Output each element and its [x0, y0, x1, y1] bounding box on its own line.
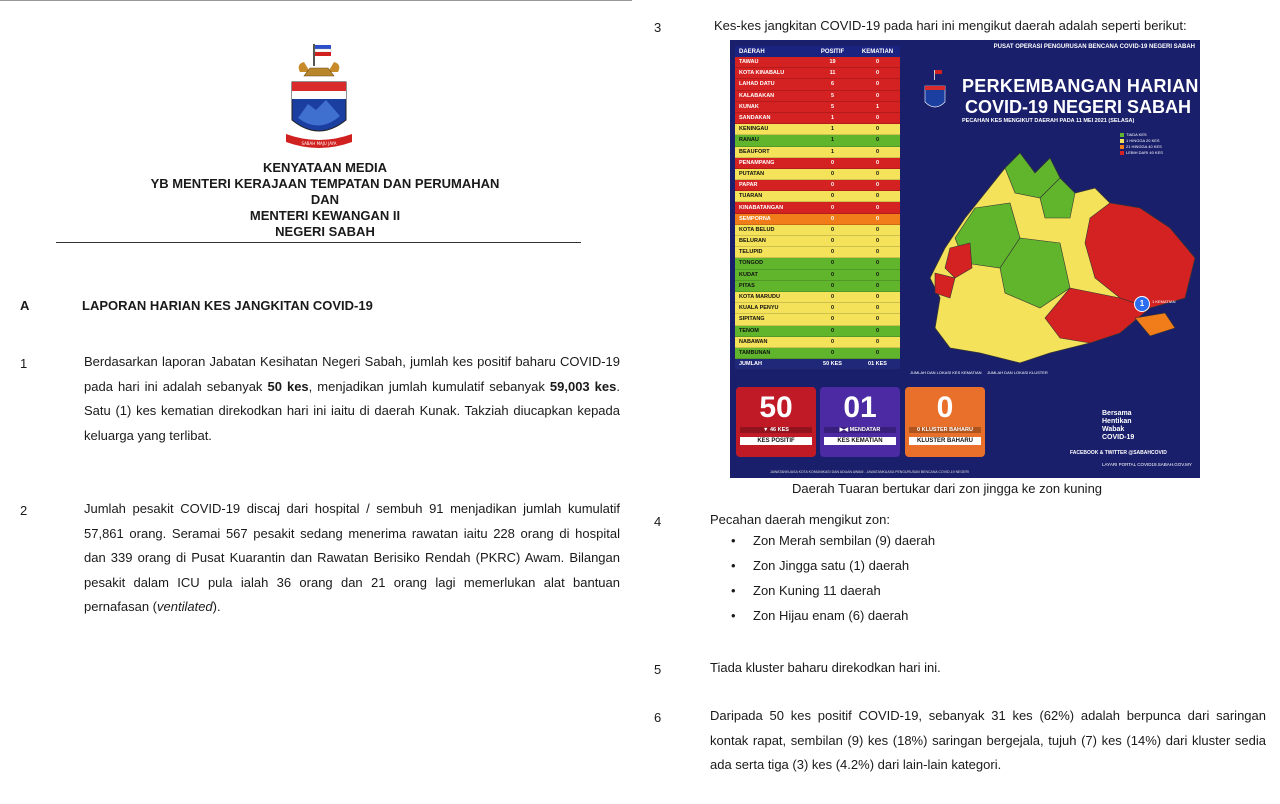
cell-district: BEAUFORT: [739, 148, 770, 155]
table-row: [735, 124, 900, 135]
table-row: [735, 225, 900, 236]
stat-new-clusters: 0 0 KLUSTER BAHARU KLUSTER BAHARU: [905, 387, 985, 457]
table-row: [735, 102, 900, 113]
paragraph-6: Daripada 50 kes positif COVID-19, sebanyak 31 kes (62%) adalah berpunca dari saringan kontak rapat, sembilan (9) kes (18%) saringan bergejala, tujuh (7) kes (14%) dari kluster sedia ada serta tiga (3) kes (4.2%) dari lain-lain kategori.: [710, 708, 1266, 772]
cell-district: NABAWAN: [739, 338, 768, 345]
press-release-header: [100, 160, 550, 240]
map-legend-deaths: JUMLAH DAN LOKASI KES KEMATIAN: [910, 370, 982, 375]
cell-deaths: 0: [875, 226, 880, 233]
cell-positive: 0: [830, 271, 835, 278]
table-row: [735, 292, 900, 303]
sabah-zone-map: [910, 148, 1200, 368]
cell-deaths: 0: [875, 92, 880, 99]
section-letter: A: [20, 298, 30, 313]
cell-positive: 1: [830, 126, 835, 133]
svg-text:SABAH MAJU JAYA: SABAH MAJU JAYA: [301, 141, 337, 146]
cell-deaths: 1: [875, 103, 880, 110]
cell-deaths: 0: [875, 204, 880, 211]
paragraph-4: Pecahan daerah mengikut zon:: [710, 512, 890, 527]
cell-district: KUDAT: [739, 271, 758, 278]
paragraph-number-6: 6: [654, 710, 662, 725]
cell-district: TENOM: [739, 327, 759, 334]
table-row: [735, 135, 900, 146]
portal-link: LAYARI PORTAL COVID19.SABAH.GOV.MY: [1102, 462, 1192, 467]
cell-district: KOTA KINABALU: [739, 70, 785, 77]
table-row: [735, 314, 900, 325]
cell-district: KOTA BELUD: [739, 226, 775, 233]
cell-deaths: 0: [875, 115, 880, 122]
cell-deaths: 0: [875, 148, 880, 155]
cell-district: BELURAN: [739, 238, 766, 245]
table-row: [735, 91, 900, 102]
table-row: [735, 191, 900, 202]
cell-district: PENAMPANG: [739, 159, 775, 166]
cell-deaths: 0: [875, 327, 880, 334]
cell-deaths: 0: [875, 182, 880, 189]
paragraph-number-2: 2: [20, 503, 28, 518]
table-row: [735, 113, 900, 124]
infographic-agency: PUSAT OPERASI PENGURUSAN BENCANA COVID-19 NEGERI SABAH: [993, 44, 1195, 50]
cell-deaths: 0: [875, 305, 880, 312]
cell-positive: 5: [830, 103, 835, 110]
table-body: [735, 57, 900, 359]
cell-positive: 0: [830, 182, 835, 189]
section-title: LAPORAN HARIAN KES JANGKITAN COVID-19: [82, 298, 373, 313]
table-row: [735, 303, 900, 314]
cell-district: SANDAKAN: [739, 115, 771, 122]
cell-deaths: 0: [875, 249, 880, 256]
infographic-title-1: PERKEMBANGAN HARIAN: [962, 76, 1199, 96]
cell-positive: 0: [830, 316, 835, 323]
table-row: [735, 281, 900, 292]
header-line-3: DAN: [310, 192, 340, 207]
map-legend: [910, 370, 1048, 375]
cell-positive: 0: [830, 193, 835, 200]
cell-deaths: 0: [875, 137, 880, 144]
paragraph-5: Tiada kluster baharu direkodkan hari ini.: [710, 660, 941, 675]
cell-positive: 0: [830, 204, 835, 211]
cell-positive: 0: [830, 249, 835, 256]
cell-district: KOTA MARUDU: [739, 294, 780, 301]
cell-positive: 0: [830, 305, 835, 312]
table-row: [735, 158, 900, 169]
district-table: [735, 46, 900, 370]
cell-district: RANAU: [739, 137, 759, 144]
list-item: • Zon Hijau enam (6) daerah: [731, 608, 909, 623]
cell-deaths: 0: [875, 282, 880, 289]
header-line-1: KENYATAAN MEDIA: [263, 160, 387, 175]
cell-deaths: 0: [875, 316, 880, 323]
cell-positive: 1: [830, 148, 835, 155]
list-item: • Zon Jingga satu (1) daerah: [731, 558, 910, 573]
table-row: [735, 270, 900, 281]
cell-positive: 19: [829, 59, 836, 66]
header-line-2: YB MENTERI KERAJAAN TEMPATAN DAN PERUMAHAN: [150, 176, 500, 191]
header-line-5: NEGERI SABAH: [275, 224, 375, 239]
cell-district: SEMPORNA: [739, 215, 771, 222]
cell-positive: 0: [830, 215, 835, 222]
table-row: [735, 57, 900, 68]
legend-item: LEBIH DARI 40 KES: [1120, 150, 1163, 156]
cell-deaths: 0: [875, 271, 880, 278]
cell-district: TUARAN: [739, 193, 763, 200]
paragraph-number-1: 1: [20, 356, 28, 371]
cell-positive: 0: [830, 170, 835, 177]
table-row: [735, 258, 900, 269]
cell-deaths: 0: [875, 215, 880, 222]
campaign-slogan: Bersama Hentikan Wabak COVID-19: [1102, 410, 1135, 441]
cell-positive: 0: [830, 327, 835, 334]
cell-district: PITAS: [739, 282, 755, 289]
table-row: [735, 68, 900, 79]
cell-positive: 0: [830, 349, 835, 356]
cell-deaths: 0: [875, 338, 880, 345]
table-row: [735, 202, 900, 213]
header-positive: POSITIF: [820, 48, 845, 55]
cell-positive: 11: [829, 70, 836, 77]
cell-positive: 0: [830, 338, 835, 345]
zone-list: [730, 533, 935, 633]
cell-district: SIPITANG: [739, 316, 765, 323]
paragraph-number-3: 3: [654, 20, 662, 35]
infographic-footer: JAWATANKUASA KOTA KOMUNIKASI DAN ADUAN AWAM - JAWATANKUASA PENGURUSAN BENCANA COVID-19 NEGERI: [770, 470, 970, 474]
table-row: [735, 180, 900, 191]
cell-district: TAMBUNAN: [739, 349, 771, 356]
cell-district: KENINGAU: [739, 126, 769, 133]
paragraph-number-5: 5: [654, 662, 662, 677]
cell-deaths: 0: [875, 159, 880, 166]
cell-district: LAHAD DATU: [739, 81, 775, 88]
cell-district: PUTATAN: [739, 170, 765, 177]
legend-item: TIADA KES: [1120, 132, 1163, 138]
total-positive: 50 KES: [823, 361, 842, 368]
cell-district: KUNAK: [739, 103, 759, 110]
cell-deaths: 0: [875, 238, 880, 245]
table-row: [735, 214, 900, 225]
sabah-crest-logo: [282, 42, 356, 158]
legend-item: 1 HINGGA 20 KES: [1120, 138, 1163, 144]
cell-deaths: 0: [875, 294, 880, 301]
paragraph-number-4: 4: [654, 514, 662, 529]
infographic-title-2: COVID-19 NEGERI SABAH: [965, 97, 1192, 117]
table-header: [735, 46, 900, 57]
covid-infographic: [730, 40, 1200, 478]
death-marker-note: 1 KEMATIAN: [1152, 299, 1176, 304]
table-row: [735, 326, 900, 337]
cell-positive: 6: [830, 81, 835, 88]
cell-deaths: 0: [875, 81, 880, 88]
table-total-row: [735, 359, 900, 370]
paragraph-1: Berdasarkan laporan Jabatan Kesihatan Negeri Sabah, jumlah kes positif baharu COVID-19 pada hari ini adalah sebanyak 50 kes, menjadikan jumlah kumulatif sebanyak 59,003 kes. Satu (1) kes kematian direkodkan hari ini iaitu di daerah Kunak. Takziah diucapkan kepada keluarga yang terlibat.: [84, 354, 620, 443]
cell-positive: 0: [830, 159, 835, 166]
cell-district: TAWAU: [739, 59, 759, 66]
cell-positive: 0: [830, 260, 835, 267]
table-row: [735, 337, 900, 348]
stat-positive-cases: 50 ▼ 46 KES KES POSITIF: [736, 387, 816, 457]
legend-item: 21 HINGGA 40 KES: [1120, 144, 1163, 150]
cell-positive: 0: [830, 282, 835, 289]
cell-district: TONGOD: [739, 260, 764, 267]
cell-district: TELUPID: [739, 249, 763, 256]
cell-district: KUALA PENYU: [739, 305, 779, 312]
header-divider: [56, 242, 581, 243]
total-deaths: 01 KES: [868, 361, 887, 368]
social-handle: FACEBOOK & TWITTER @SABAHCOVID: [1070, 450, 1167, 456]
infographic-subtitle: PECAHAN KES MENGIKUT DAERAH PADA 11 MEI 2021 (SELASA): [962, 118, 1135, 124]
table-row: [735, 147, 900, 158]
sabah-crest-icon: [920, 68, 950, 118]
table-row: [735, 247, 900, 258]
infographic-caption: Daerah Tuaran bertukar dari zon jingga ke zon kuning: [792, 481, 1103, 496]
header-deaths: KEMATIAN: [861, 48, 894, 55]
paragraph-2: Jumlah pesakit COVID-19 discaj dari hospital / sembuh 91 menjadikan jumlah kumulatif 57,861 orang. Seramai 567 pesakit sedang menerima rawatan iaitu 228 orang di hospital dan 339 orang di Pusat Kuarantin dan Rawatan Berisiko Rendah (PKRC) Awam. Bilangan pesakit dalam ICU pula ialah 36 orang dan 21 orang lagi memerlukan alat bantuan pernafasan (ventilated).: [84, 501, 620, 614]
cell-positive: 5: [830, 92, 835, 99]
cell-positive: 1: [830, 137, 835, 144]
death-location-marker: 1: [1134, 296, 1150, 312]
right-page: [640, 0, 1280, 804]
stat-deaths: 01 ▶◀ MENDATAR KES KEMATIAN: [820, 387, 900, 457]
table-row: [735, 169, 900, 180]
cell-deaths: 0: [875, 170, 880, 177]
cell-deaths: 0: [875, 70, 880, 77]
table-row: [735, 79, 900, 90]
cell-district: KINABATANGAN: [739, 204, 784, 211]
cell-positive: 0: [830, 238, 835, 245]
cell-deaths: 0: [875, 193, 880, 200]
cell-deaths: 0: [875, 59, 880, 66]
cell-positive: 1: [830, 115, 835, 122]
table-row: [735, 348, 900, 359]
paragraph-3: Kes-kes jangkitan COVID-19 pada hari ini mengikut daerah adalah seperti berikut:: [714, 18, 1187, 33]
header-district: DAERAH: [739, 48, 765, 55]
cell-district: PAPAR: [739, 182, 758, 189]
table-row: [735, 236, 900, 247]
header-line-4: MENTERI KEWANGAN II: [249, 208, 401, 223]
cell-deaths: 0: [875, 260, 880, 267]
cell-deaths: 0: [875, 349, 880, 356]
total-label: JUMLAH: [739, 361, 762, 368]
list-item: • Zon Kuning 11 daerah: [731, 583, 881, 598]
cell-deaths: 0: [875, 126, 880, 133]
map-legend-clusters: JUMLAH DAN LOKASI KLUSTER: [987, 370, 1048, 375]
list-item: • Zon Merah sembilan (9) daerah: [731, 533, 936, 548]
cell-positive: 0: [830, 226, 835, 233]
cell-district: KALABAKAN: [739, 92, 775, 99]
cell-positive: 0: [830, 294, 835, 301]
